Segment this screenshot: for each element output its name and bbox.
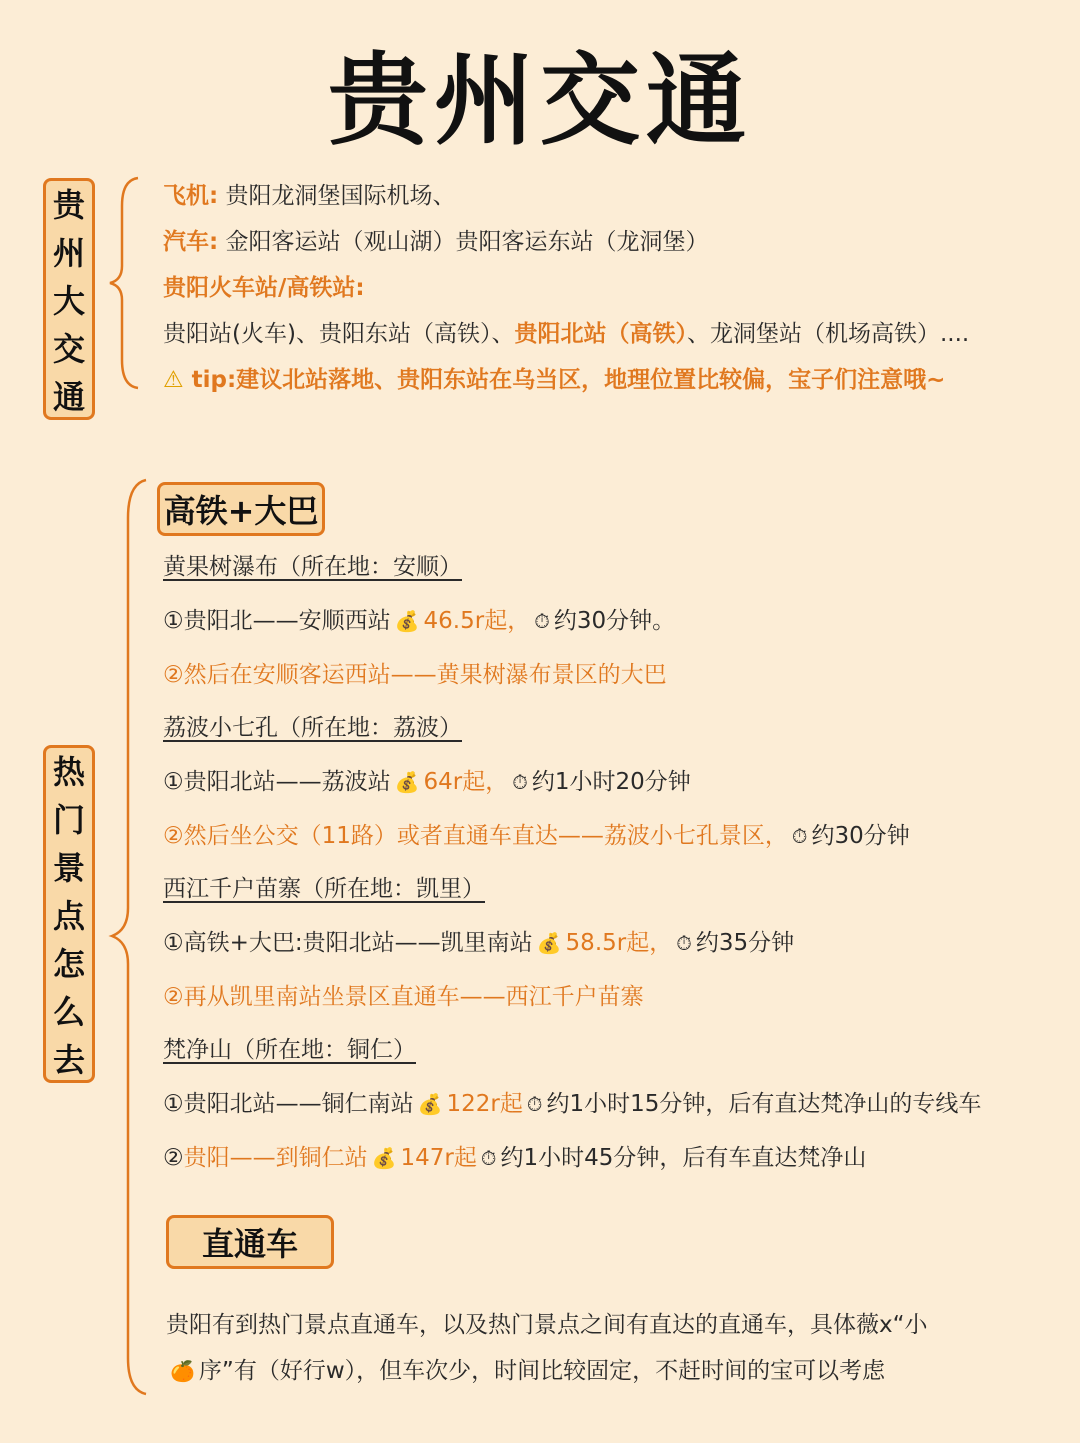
plane-line	[163, 181, 456, 211]
money-bag-icon: 💰	[536, 931, 562, 955]
price: 64r起，	[423, 769, 509, 795]
plane-value: 贵阳龙洞堡国际机场、	[225, 183, 456, 209]
duration: 约30分钟	[811, 823, 910, 849]
orange-icon: 🍊	[170, 1359, 195, 1383]
label-char: 景	[52, 849, 85, 887]
warning-icon: ⚠	[163, 367, 184, 393]
money-bag-icon: 💰	[371, 1146, 397, 1170]
route-text: ①高铁+大巴:贵阳北站——凯里南站	[163, 930, 533, 956]
tip-line	[163, 365, 945, 395]
route-text: ①贵阳北——安顺西站	[163, 608, 391, 634]
money-bag-icon: 💰	[394, 609, 420, 633]
stopwatch-icon: ⏱	[676, 931, 692, 955]
train-line-a: 贵阳站(火车)、贵阳东站（高铁）、	[163, 321, 515, 347]
duration: 约35分钟	[695, 930, 795, 956]
route-line	[163, 928, 794, 958]
page-title: 贵州交通	[328, 42, 752, 159]
para-line-2	[166, 1348, 1046, 1394]
money-bag-icon: 💰	[394, 770, 420, 794]
route-line	[163, 821, 910, 851]
curly-brace-1	[108, 176, 148, 390]
bus-key: 汽车:	[163, 229, 219, 255]
curly-brace-2	[108, 478, 152, 1396]
label-char: 贵	[52, 186, 85, 224]
train-line-c: 、龙洞堡站（机场高铁）....	[686, 321, 970, 347]
route-line	[163, 606, 675, 636]
price: 147r起	[400, 1145, 477, 1171]
box-highspeed-bus: 高铁+大巴	[157, 482, 325, 536]
label-char: 怎	[52, 945, 85, 983]
spot-title-huangguoshu: 黄果树瀑布（所在地：安顺）	[163, 554, 462, 580]
bus-value: 金阳客运站（观山湖）贵阳客运东站（龙洞堡）	[225, 229, 709, 255]
duration: 约1小时20分钟	[531, 769, 691, 795]
tip-text: tip:建议北站落地、贵阳东站在乌当区，地理位置比较偏，宝子们注意哦~	[191, 367, 946, 393]
duration: 约1小时15分钟，后有直达梵净山的专线车	[546, 1091, 982, 1117]
price: 58.5r起，	[565, 930, 673, 956]
label-char: 门	[52, 801, 85, 839]
para-line-1: 贵阳有到热门景点直通车，以及热门景点之间有直达的直通车，具体薇x“小	[166, 1312, 928, 1338]
label-char: 交	[52, 330, 85, 368]
train-line-b: 贵阳北站（高铁）	[514, 321, 687, 347]
section-label-transport	[43, 178, 95, 420]
stopwatch-icon: ⏱	[534, 609, 550, 633]
stopwatch-icon: ⏱	[480, 1146, 497, 1170]
bus-line	[163, 227, 709, 257]
plane-key: 飞机:	[163, 183, 219, 209]
box-direct-bus: 直通车	[166, 1215, 334, 1269]
section-label-spots	[43, 745, 95, 1083]
stopwatch-icon: ⏱	[512, 770, 528, 794]
train-line	[163, 319, 969, 349]
label-char: 州	[52, 234, 85, 272]
route-index: ②	[163, 1145, 184, 1171]
spot-title-libo: 荔波小七孔（所在地：荔波）	[163, 715, 462, 741]
route-tail: 后有车直达梵净山	[682, 1145, 867, 1171]
label-char: 点	[52, 897, 85, 935]
route-text: 贵阳——到铜仁站	[183, 1145, 368, 1171]
stopwatch-icon: ⏱	[791, 824, 808, 848]
stopwatch-icon: ⏱	[526, 1092, 543, 1116]
money-bag-icon: 💰	[417, 1092, 443, 1116]
price: 46.5r起，	[423, 608, 531, 634]
label-char: 热	[52, 753, 85, 791]
price: 122r起	[446, 1091, 523, 1117]
train-key: 贵阳火车站/高铁站:	[163, 275, 365, 301]
direct-bus-paragraph	[166, 1302, 1046, 1394]
label-char: 去	[52, 1041, 85, 1079]
para-text: 序”有（好行w），但车次少，时间比较固定，不赶时间的宝可以考虑	[198, 1358, 886, 1384]
route-line	[163, 767, 691, 797]
label-char: 大	[52, 282, 85, 320]
spot-title-fanjingshan: 梵净山（所在地：铜仁）	[163, 1037, 416, 1063]
route-line	[163, 1143, 866, 1173]
route-text: ①贵阳北站——荔波站	[163, 769, 391, 795]
route-line: ②然后在安顺客运西站——黄果树瀑布景区的大巴	[163, 662, 667, 688]
route-text: ①贵阳北站——铜仁南站	[163, 1091, 414, 1117]
route-line	[163, 1089, 981, 1119]
duration: 约1小时45分钟，	[500, 1145, 683, 1171]
route-text: ②然后坐公交（11路）或者直通车直达——荔波小七孔景区，	[163, 823, 788, 849]
label-char: 通	[52, 378, 85, 416]
route-line: ②再从凯里南站坐景区直通车——西江千户苗寨	[163, 984, 644, 1010]
spot-title-xijiang: 西江千户苗寨（所在地：凯里）	[163, 876, 485, 902]
duration: 约30分钟。	[553, 608, 676, 634]
label-char: 么	[52, 993, 85, 1031]
